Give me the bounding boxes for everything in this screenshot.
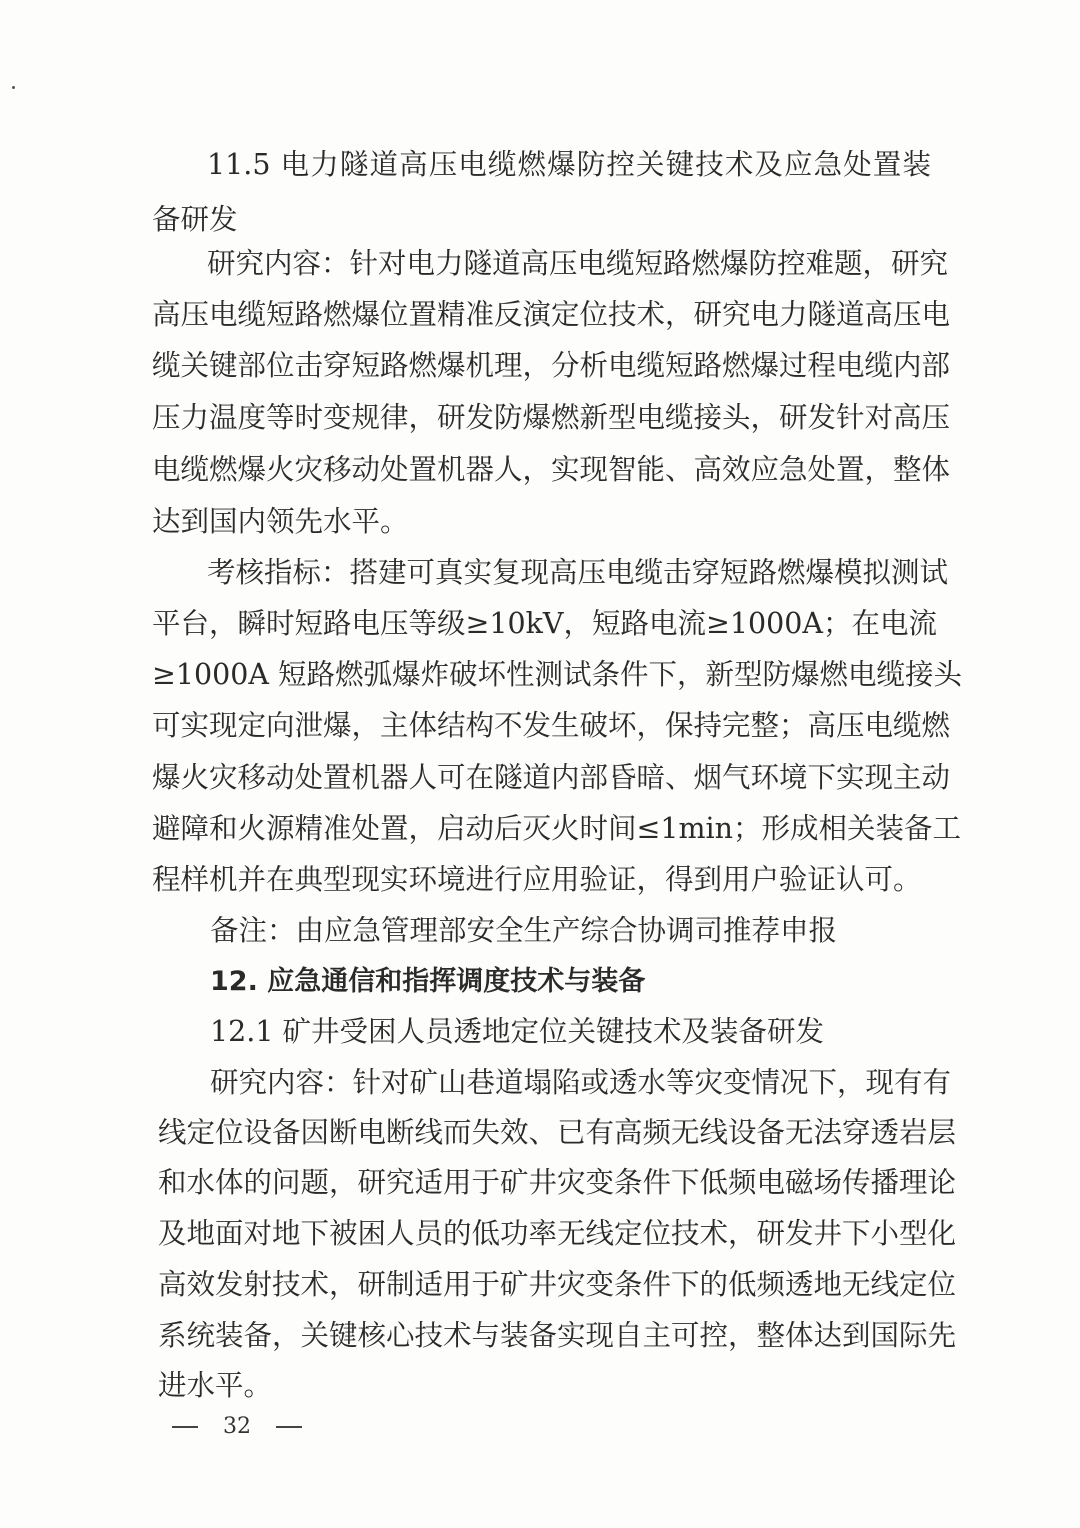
paragraph-line: 爆火灾移动处置机器人可在隧道内部昏暗、烟气环境下实现主动: [152, 761, 951, 794]
paragraph-line: ≥1000A 短路燃弧爆炸破坏性测试条件下，新型防爆燃电缆接头: [152, 658, 963, 691]
paragraph-line: 高压电缆短路燃爆位置精准反演定位技术，研究电力隧道高压电: [152, 298, 951, 331]
page-number: 32: [223, 1414, 251, 1439]
paragraph-line: 线定位设备因断电断线而失效、已有高频无线设备无法穿透岩层: [158, 1116, 957, 1149]
paragraph-line: 电缆燃爆火灾移动处置机器人，实现智能、高效应急处置，整体: [152, 453, 951, 486]
footer-dash-left: [172, 1426, 198, 1428]
section-heading-11-5-cont: 备研发: [152, 203, 238, 236]
paragraph-line: 和水体的问题，研究适用于矿井灾变条件下低频电磁场传播理论: [158, 1166, 957, 1199]
paragraph-line: 可实现定向泄爆，主体结构不发生破坏，保持完整；高压电缆燃: [152, 709, 951, 742]
note-line: 备注：由应急管理部安全生产综合协调司推荐申报: [210, 914, 838, 947]
paragraph-line: 缆关键部位击穿短路燃爆机理，分析电缆短路燃爆过程电缆内部: [152, 349, 951, 382]
paragraph-line: 研究内容：针对电力隧道高压电缆短路燃爆防控难题，研究: [207, 247, 949, 280]
scan-speck: [12, 86, 15, 89]
paragraph-line: 避障和火源精准处置，启动后灭火时间≤1min；形成相关装备工: [152, 812, 962, 845]
paragraph-line: 及地面对地下被困人员的低功率无线定位技术，研发井下小型化: [158, 1217, 957, 1250]
section-heading-12-1: 12.1 矿井受困人员透地定位关键技术及装备研发: [210, 1015, 825, 1048]
paragraph-line: 考核指标：搭建可真实复现高压电缆击穿短路燃爆模拟测试: [207, 556, 949, 589]
footer-dash-right: [276, 1426, 302, 1428]
paragraph-line: 平台，瞬时短路电压等级≥10kV，短路电流≥1000A；在电流: [152, 607, 937, 640]
paragraph-line: 系统装备，关键核心技术与装备实现自主可控，整体达到国际先: [158, 1319, 957, 1352]
page-footer: [172, 1410, 302, 1444]
paragraph-line: 压力温度等时变规律，研发防爆燃新型电缆接头，研发针对高压: [152, 401, 951, 434]
section-heading-12: 12. 应急通信和指挥调度技术与装备: [210, 966, 646, 997]
paragraph-line: 达到国内领先水平。: [152, 505, 409, 538]
paragraph-line: 高效发射技术，研制适用于矿井灾变条件下的低频透地无线定位: [158, 1268, 957, 1301]
paragraph-line: 程样机并在典型现实环境进行应用验证，得到用户验证认可。: [152, 863, 922, 896]
paragraph-line: 进水平。: [158, 1369, 273, 1402]
section-heading-11-5: 11.5 电力隧道高压电缆燃爆防控关键技术及应急处置装: [207, 148, 931, 181]
paragraph-line: 研究内容：针对矿山巷道塌陷或透水等灾变情况下，现有有: [210, 1066, 952, 1099]
